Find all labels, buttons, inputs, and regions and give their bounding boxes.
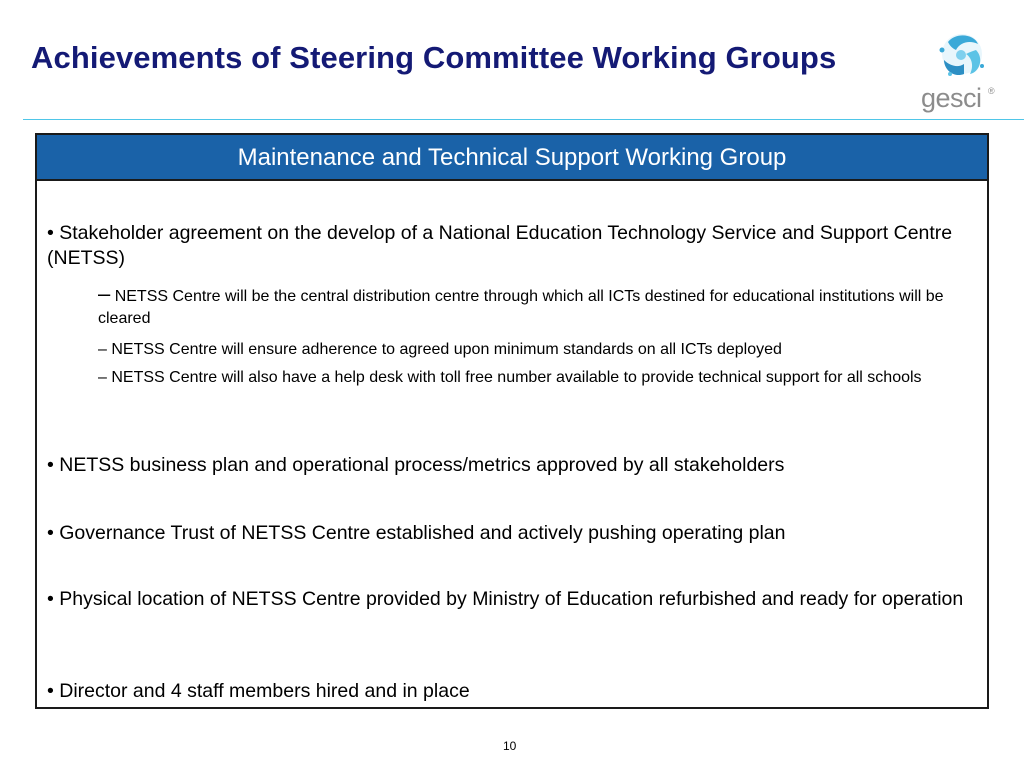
working-group-panel [35,133,989,709]
bullet-item: • Governance Trust of NETSS Centre established and actively pushing operating plan [47,522,786,544]
logo-registered-mark: ® [988,86,995,96]
sub-bullet-dash: – [98,369,107,386]
bullet-item: • Director and 4 staff members hired and in place [47,680,470,702]
bullet-item: • NETSS business plan and operational process/metrics approved by all stakeholders [47,454,785,476]
sub-bullet-item [98,339,958,361]
logo-text: gesci [921,83,982,113]
sub-bullet-item [98,367,958,389]
bullet-item: • Stakeholder agreement on the develop of a National Education Technology Service and Support Centre (NETSS) [47,222,953,269]
bullet-item: • Physical location of NETSS Centre provided by Ministry of Education refurbished and ready for operation [47,588,964,610]
page-number: 10 [503,739,517,753]
sub-bullet-text: NETSS Centre will also have a help desk with toll free number available to provide technical support for all schools [106,369,922,386]
sub-bullet-text: NETSS Centre will ensure adherence to agreed upon minimum standards on all ICTs deployed [106,341,782,358]
sub-bullet-item [98,283,958,330]
panel-header: Maintenance and Technical Support Working Group [37,135,987,181]
sub-bullet-dash: – [98,281,111,306]
slide-title: Achievements of Steering Committee Working Groups [31,40,837,75]
sub-bullet-dash: – [98,341,107,358]
sub-bullet-text: NETSS Centre will be the central distribution centre through which all ICTs destined for educational institutions will be cleared [98,288,944,327]
title-divider [23,119,1024,120]
